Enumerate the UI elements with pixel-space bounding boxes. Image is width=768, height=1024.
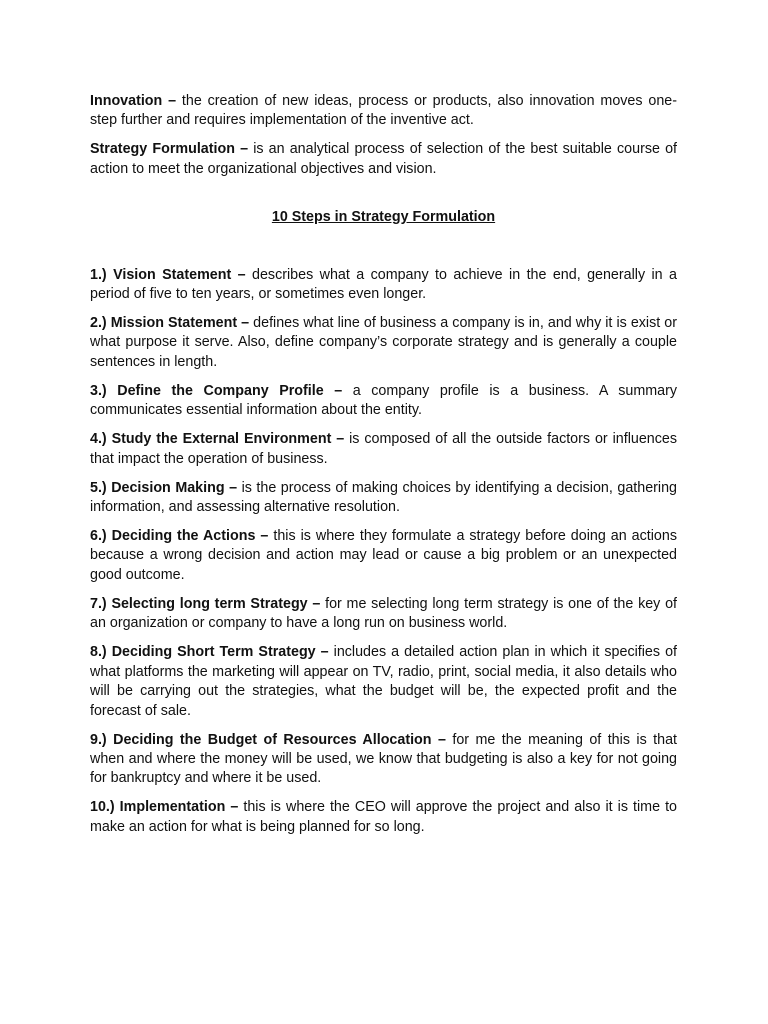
definition-strategy-formulation <box>90 140 677 179</box>
step-item <box>90 266 677 305</box>
step-text: includes a detailed action plan in which it specifies of what platforms the marketing will appear on TV, radio, print, social media, it also details who will be carrying out the strategies, what the budget will be, the expected profit and the forecast of sale. <box>90 644 677 719</box>
section-heading: 10 Steps in Strategy Formulation <box>271 209 496 226</box>
step-item <box>90 382 677 421</box>
step-item <box>90 798 677 837</box>
step-text: describes what a company to achieve in the end, generally in a period of five to ten years, or sometimes even longer. <box>90 266 677 303</box>
step-term: 4.) Study the External Environment – <box>90 431 345 448</box>
step-text: this is where the CEO will approve the project and also it is time to make an action for what is being planned for so long. <box>90 799 677 835</box>
definition-text: the creation of new ideas, process or products, also innovation moves one-step further and requires implementation of the inventive act. <box>90 93 677 129</box>
step-text: is the process of making choices by identifying a decision, gathering information, and assessing alternative resolution. <box>90 479 677 516</box>
document-page <box>90 92 677 847</box>
step-text: defines what line of business a company is in, and why it is exist or what purpose it serve. Also, define company’s corporate strategy and is generally a couple sentences in length. <box>90 315 677 370</box>
step-text: this is where they formulate a strategy before doing an actions because a wrong decision and action may lead or cause a big problem or an unexpected good outcome. <box>90 528 677 583</box>
step-item <box>90 527 677 585</box>
definition-innovation <box>90 92 677 131</box>
step-term: 9.) Deciding the Budget of Resources Allocation – <box>90 731 446 748</box>
step-item <box>90 479 677 518</box>
step-term: 10.) Implementation – <box>90 799 239 816</box>
definition-term: Innovation – <box>90 93 177 109</box>
definition-text: is an analytical process of selection of the best suitable course of action to meet the organizational objectives and vision. <box>90 141 678 177</box>
step-item <box>90 643 677 721</box>
step-text: a company profile is a business. A summary communicates essential information about the entity. <box>90 382 677 419</box>
step-text: is composed of all the outside factors or influences that impact the operation of business. <box>90 431 677 467</box>
step-item <box>90 430 677 469</box>
step-term: 1.) Vision Statement – <box>90 266 246 283</box>
step-term: 5.) Decision Making – <box>90 479 238 496</box>
definitions-section <box>90 92 677 179</box>
step-term: 7.) Selecting long term Strategy – <box>90 595 321 612</box>
steps-list <box>90 266 677 838</box>
step-term: 6.) Deciding the Actions – <box>90 528 269 545</box>
step-item <box>90 595 677 634</box>
definition-term: Strategy Formulation – <box>90 141 249 158</box>
step-text: for me the meaning of this is that when and where the money will be used, we know that budgeting is also a key for not going for bankruptcy and where it be used. <box>90 731 678 787</box>
step-item <box>90 731 677 789</box>
step-text: for me selecting long term strategy is one of the key of an organization or company to have a long run on business world. <box>90 595 677 632</box>
step-term: 3.) Define the Company Profile – <box>90 382 343 399</box>
step-item <box>90 314 677 372</box>
step-term: 8.) Deciding Short Term Strategy – <box>90 644 329 661</box>
step-term: 2.) Mission Statement – <box>90 315 250 332</box>
